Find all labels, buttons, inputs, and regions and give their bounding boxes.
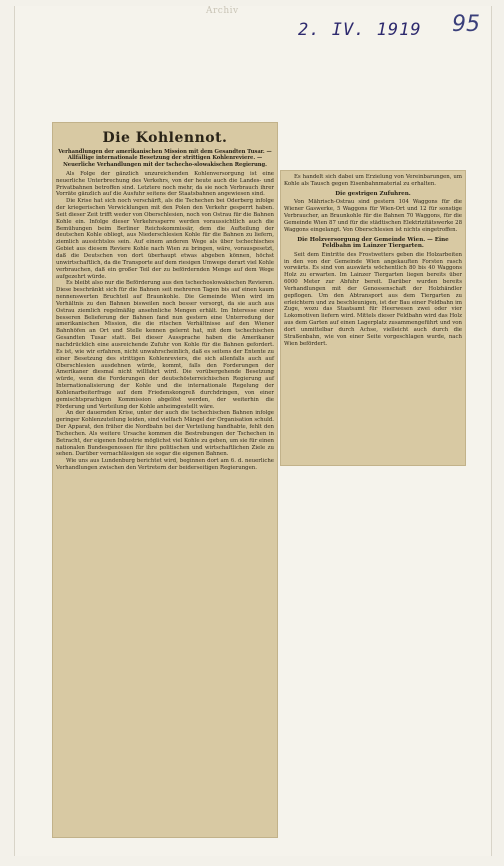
continuation-intro: Es handelt sich dabei um Erzielung von Vereinbarungen, um Kohle als Tausch gegen Eisenbahnmaterial zu erhalten. (284, 174, 462, 187)
article-paragraph: Es bleibt also nur die Beförderung aus den tschechoslowakischen Revieren. Diese beschränkt sich für die Bahnen seit mehreren Tagen bis auf einen kaum nennenswerten Bruchteil auf Braunkohle. Die Gemeinde Wien wird im Verhältnis zu den Bahnen bisweilen noch besser versorgt, da sie auch aus Ostrau ziemlich regelmäßig ansehnliche Mengen erhält. Im Interesse einer besseren Belieferung der Bahnen fand nun gestern eine Unterredung der amerikanischen Mission, die die ritschen Verhältnisse auf den Wiener Bahnhöfen an Ort und Stelle kennen gelernt hat, mit dem tschechischen Gesandten Tusar statt. Bei dieser Aussprache haben die Amerikaner nachdrücklich eine ausreichende Zufuhr von Kohle für die Bahnen gefordert. Es ist, wie wir erfahren, nicht unwahrscheinlich, daß es seitens der Entente zu einer Besetzung des strittigen Kohlenreviers, die sich allenfalls auch auf Oberschlesien ausdehnen würde, kommt, falls den Forderungen der Amerikaner diesmal nicht willfahrt wird. Die vorübergehende Besetzung würde, wenn die Forderungen der deutschösterreichischen Regierung auf Internationalisierung der Kohle und die internationale Regelung der Kohlenarbeiterfrage auf dem Friedenskongreß durchdringen, von einer gemischtsprachigen Kommission abgelöst werden, der weiterhin die Förderung und Verteilung der Kohle anheimgestellt wäre. (56, 280, 274, 410)
page-number: 95 (452, 12, 480, 37)
section-title-holzversorgung: Die Holzversorgung der Gemeinde Wien. — Eine Feldbahn im Lainzer Tiergarten. (297, 236, 449, 250)
section-text-zufuhren: Von Mährisch-Ostrau sind gestern 104 Waggons für die Wiener Gaswerke, 5 Waggons für Wien-Ort und 12 für sonstige Verbraucher, an Braunkohle für die Bahnen 70 Waggons, für die Gemeinde Wien 87 und für die städtischen Elektrizitätswerke 28 Waggons eingelangt. Von Oberschlesien ist nichts eingetroffen. (284, 199, 462, 233)
newspaper-clipping-continuation (280, 170, 466, 466)
handwritten-date: 2. IV. 1919 (298, 20, 422, 40)
article-paragraph: Wie uns aus Lundenburg berichtet wird, beginnen dort am 6. d. neuerliche Verhandlungen zwischen den Vertretern der beiderseitigen Regierungen. (56, 458, 274, 472)
article-paragraph: An der dauernden Krise, unter der auch die tschechischen Bahnen infolge geringer Kohlenzuteilung leiden, sind vielfach Mängel der Organisation schuld. Der Apparat, den früher die Nordbahn bei der Verteilung handhabte, fehlt den Tschechen. Als weitere Ursache kommen die Bestrebungen der Tschechen in Betracht, der eigenen Industrie möglichst viel Kohle zu geben, um sie für einen nationalen Bundesgenossen für ihre politischen und wirtschaftlichen Ziele zu sehen. Darüber vernachlässigen sie sogar die eigenen Bahnen. (56, 410, 274, 458)
article-paragraph: Die Krise hat sich noch verschärft, als die Tschechen bei Oderberg infolge der kriegerischen Verwicklungen mit den Polen den Verkehr gesperrt haben. Seit dieser Zeit trifft weder von Oberschlesien, noch von Ostrau für die Bahnen Kohle ein. Infolge dieser Verkehrssperre werden voraussichtlich auch die Bemühungen beim Berliner Reichskommissär, dem die Aufteilung der deutschen Kohle obliegt, aus Niederschlesien Kohle für die Bahnen zu liefern, ziemlich aussichtslos sein. Auf einem anderen Wege als über tschechisches Gebiet aus diesem Reviere Kohle nach Wien zu bringen, wäre, vorausgesetzt, daß die Deutschen von dort überhaupt etwas abgeben können, höchst unwirtschaftlich, da die Transporte auf dem riesigen Umwege derart viel Kohle verbrauchen, daß ein großer Teil der zu befördernden Menge auf dem Wege aufgezehrt würde. (56, 198, 274, 280)
section-title-zufuhren: Die gestrigen Zufuhren. (335, 190, 411, 197)
article-headline: Die Kohlennot. (102, 130, 228, 146)
article-subheadline: Verhandlungen der amerikanischen Mission mit dem Gesandten Tusar. — Allfällige internationale Besetzung der strittigen Kohlenreviere. — Neuerliche Verhandlungen mit der tschecho-slowakischen Regierung. (58, 149, 272, 168)
section-text-holzversorgung: Seit dem Eintritte des Frostwetters geben die Holzarbeiten in den von der Gemeinde Wien angekauften Forsten rasch vorwärts. Es sind von auswärts wöchentlich 80 bis 40 Waggons Holz zu erwarten. Im Lainzer Tiergarten liegen bereits über 6000 Meter zur Abfuhr bereit. Darüber wurden bereits Verhandlungen mit der Genossenschaft der Holzhändler gepflogen. Um den Abtransport aus dem Tiergarten zu erleichtern und zu beschleunigen, ist der Bau einer Feldbahn im Zuge, wozu das Staatsamt für Heerwesen zwei oder vier Lokomotiven liefern wird. Mittels dieser Feldbahn wird das Holz aus dem Garten auf einen Lagerplatz zusammengeführt und von dort unmittelbar durch Achse, vielleicht auch durch die Straßenbahn, wie von einer Seite vorgeschlagen wurde, nach Wien befördert. (284, 251, 462, 347)
newspaper-clipping-kohlennot (52, 122, 278, 838)
archive-stamp: Archiv (206, 6, 239, 16)
article-paragraph: Als Folge der gänzlich unzureichenden Kohlenversorgung ist eine neuerliche Unterbrechung des Verkehrs, von der heute auch die Landes- und Privatbahnen betroffen sind. Letztere noch mehr, da sie noch Verbrauch ihrer Vorräte gänzlich auf die Ausfuhr seitens der Staatsbahnen angewiesen sind. (56, 170, 274, 198)
